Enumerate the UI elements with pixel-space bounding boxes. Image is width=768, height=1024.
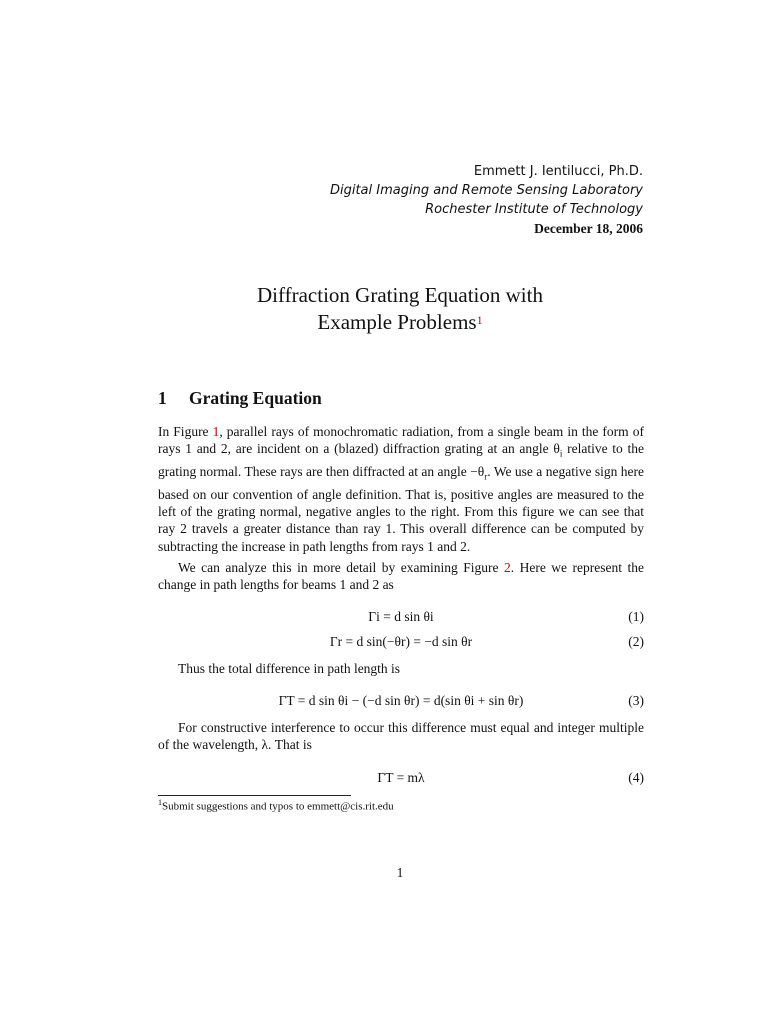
figure-1-link[interactable]: 1 [212,424,220,439]
equation-3 [158,693,644,711]
author-name: Emmett J. Ientilucci, Ph.D. [473,164,643,179]
equation-4 [158,770,644,788]
title-line-2: Example Problems [317,310,477,334]
equation-1 [158,609,644,627]
equation-number: (1) [628,609,644,624]
equation-body: Γi = d sin θi [368,609,434,624]
institute-name: Rochester Institute of Technology [425,202,643,217]
equation-number: (4) [628,770,644,785]
section-number: 1 [158,388,167,408]
lab-name: Digital Imaging and Remote Sensing Laboratory [329,183,643,198]
footnote-divider [158,795,351,796]
equation-body: Γr = d sin(−θr) = −d sin θr [329,634,473,649]
equation-number: (2) [628,634,644,649]
section-heading [158,388,322,409]
footnote-mark: 1 [158,798,162,807]
paragraph-4: For constructive interference to occur this difference must equal and integer multiple of the wavelength, λ. That is [158,720,644,753]
title-footnote-link[interactable]: 1 [476,313,483,327]
page-number: 1 [396,865,404,880]
equation-2 [158,634,644,652]
footnote-text: Submit suggestions and typos to emmett@cis.rit.edu [162,800,394,813]
footnote [158,798,394,813]
paragraph-3: Thus the total difference in path length is [178,661,401,676]
document-title [0,282,768,336]
document-date: December 18, 2006 [534,221,643,236]
equation-number: (3) [628,693,644,708]
paragraph-1: In Figure 1, parallel rays of monochromatic radiation, from a single beam in the form of rays 1 and 2, are incident on a (blazed) diffraction grating at an angle $\theta_i$ relative to the grating normal. These rays are then diffracted at an angle $-\theta_r$. We use a negative sign here based on our convention of angle definition. That is, positive angles are measured to the left of the grating normal, negative angles to the right. From this figure we can see that ray 2 travels a greater distance than ray 1. This overall difference can be computed by subtracting the increase in path lengths from rays 1 and 2. [158,424,645,554]
section-title: Grating Equation [189,388,322,408]
figure-2-link[interactable]: 2 [503,560,511,575]
paragraph-2: We can analyze this in more detail by examining Figure 2. Here we represent the change in path lengths for beams 1 and 2 as [158,560,644,593]
equation-body: ΓT = d sin θi − (−d sin θr) = d(sin θi + sin θr) [278,693,524,708]
author-block [330,162,643,238]
title-line-1: Diffraction Grating Equation with [257,283,543,307]
equation-body: ΓT = mλ [377,770,425,785]
